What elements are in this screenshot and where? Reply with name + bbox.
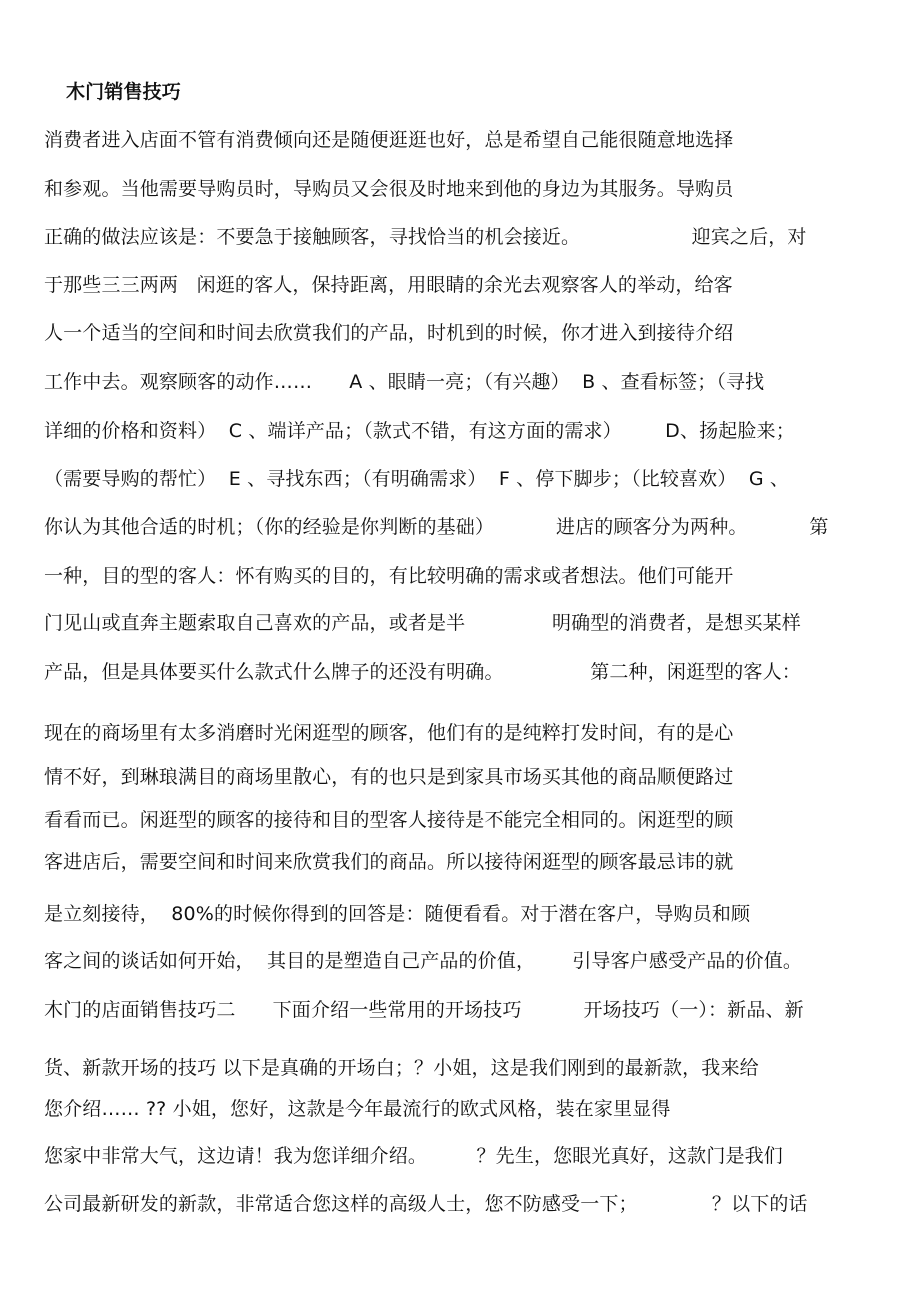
paragraph-line: 产品，但是具体要买什么款式什么牌子的还没有明确。 第二种，闲逛型的客人：	[44, 661, 801, 683]
paragraph-line: 货、新款开场的技巧 以下是真确的开场白；？小姐，这是我们刚到的最新款，我来给	[44, 1057, 759, 1079]
paragraph-line: 公司最新研发的新款，非常适合您这样的高级人士，您不防感受一下； ？以下的话	[44, 1193, 808, 1215]
paragraph-line: 门见山或直奔主题索取自己喜欢的产品，或者是半 明确型的消费者，是想买某样	[44, 612, 801, 634]
paragraph-line: 你认为其他合适的时机；（你的经验是你判断的基础） 进店的顾客分为两种。 第	[44, 516, 829, 538]
paragraph-line: 客进店后，需要空间和时间来欣赏我们的商品。所以接待闲逛型的顾客最忌讳的就	[44, 851, 734, 873]
paragraph-line: 人一个适当的空间和时间去欣赏我们的产品，时机到的时候，你才进入到接待介绍	[44, 322, 734, 344]
paragraph-line: 木门的店面销售技巧二 下面介绍一些常用的开场技巧 开场技巧（一）：新品、新	[44, 999, 804, 1021]
paragraph-line: 情不好，到琳琅满目的商场里散心，有的也只是到家具市场买其他的商品顺便路过	[44, 766, 734, 788]
paragraph-line: 看看而已。闲逛型的顾客的接待和目的型客人接待是不能完全相同的。闲逛型的顾	[44, 809, 734, 831]
paragraph-line: 一种，目的型的客人：怀有购买的目的，有比较明确的需求或者想法。他们可能开	[44, 565, 734, 587]
paragraph-line: 是立刻接待， 80%的时候你得到的回答是：随便看看。对于潜在客户，导购员和顾	[44, 903, 751, 925]
paragraph-line: 您介绍…… ?? 小姐，您好，这款是今年最流行的欧式风格，装在家里显得	[44, 1098, 671, 1120]
paragraph-line: 和参观。当他需要导购员时，导购员又会很及时地来到他的身边为其服务。导购员	[44, 178, 734, 200]
paragraph-line: 客之间的谈话如何开始， 其目的是塑造自己产品的价值， 引导客户感受产品的价值。	[44, 950, 803, 972]
document-title: 木门销售技巧	[66, 81, 181, 103]
paragraph-line: 现在的商场里有太多消磨时光闲逛型的顾客，他们有的是纯粹打发时间，有的是心	[44, 722, 734, 744]
paragraph-line: （需要导购的帮忙） E 、寻找东西；（有明确需求） F 、停下脚步；（比较喜欢） G 、	[44, 468, 790, 490]
paragraph-line: 正确的做法应该是：不要急于接触顾客，寻找恰当的机会接近。 迎宾之后，对	[44, 226, 807, 248]
paragraph-line: 详细的价格和资料） C 、端详产品；（款式不错，有这方面的需求） D、扬起脸来；	[44, 420, 795, 442]
paragraph-line: 工作中去。观察顾客的动作…… A 、眼睛一亮；（有兴趣） B 、查看标签；（寻找	[44, 371, 765, 393]
paragraph-line: 消费者进入店面不管有消费倾向还是随便逛逛也好，总是希望自己能很随意地选择	[44, 129, 734, 151]
paragraph-line: 您家中非常大气，这边请！我为您详细介绍。 ？先生，您眼光真好，这款门是我们	[44, 1145, 783, 1167]
paragraph-line: 于那些三三两两 闲逛的客人，保持距离，用眼睛的余光去观察客人的举动，给客	[44, 274, 733, 296]
